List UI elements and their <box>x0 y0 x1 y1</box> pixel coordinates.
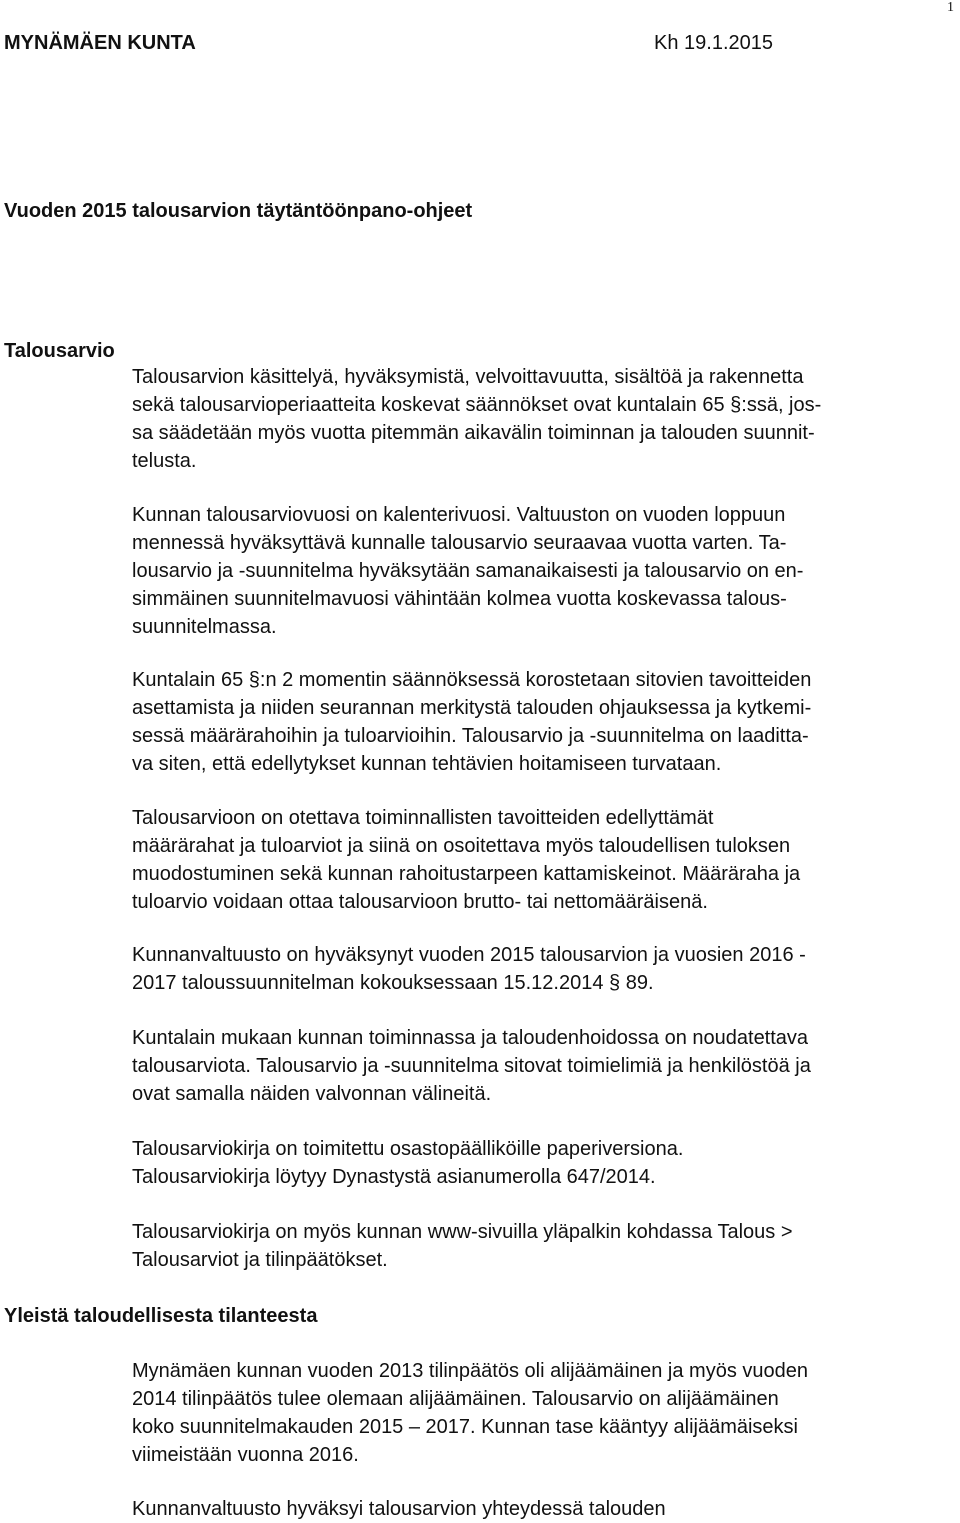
text-line: koko suunnitelmakauden 2015 – 2017. Kunnan tase kääntyy alijäämäiseksi <box>132 1416 798 1438</box>
paragraph <box>132 1357 808 1469</box>
text-line: 2014 tilinpäätös tulee olemaan alijäämäinen. Talousarvio on alijäämäinen <box>132 1388 779 1410</box>
paragraph <box>132 666 811 778</box>
text-line: Mynämäen kunnan vuoden 2013 tilinpäätös oli alijäämäinen ja myös vuoden <box>132 1360 808 1382</box>
text-line: telusta. <box>132 450 197 472</box>
text-line: Kunnanvaltuusto hyväksyi talousarvion yhteydessä talouden <box>132 1498 666 1520</box>
text-line: Talousarvioon on otettava toiminnallisten tavoitteiden edellyttämät <box>132 807 714 829</box>
text-line: va siten, että edellytykset kunnan tehtävien hoitamiseen turvataan. <box>132 753 722 775</box>
text-line: suunnitelmassa. <box>132 616 277 638</box>
text-line: asettamista ja niiden seurannan merkitystä talouden ohjauksessa ja kytkemi- <box>132 697 812 719</box>
paragraph <box>132 1024 811 1108</box>
paragraph <box>132 941 806 997</box>
text-line: sessä määrärahoihin ja tuloarvioihin. Talousarvio ja -suunnitelma on laaditta- <box>132 725 809 747</box>
text-line: ovat samalla näiden valvonnan välineitä. <box>132 1083 492 1105</box>
paragraph <box>132 501 803 641</box>
text-line: tuloarvio voidaan ottaa talousarvioon brutto- tai nettomääräisenä. <box>132 891 708 913</box>
text-line: määrärahat ja tuloarviot ja siinä on osoitettava myös taloudellisen tuloksen <box>132 835 791 857</box>
section-heading-talousarvio: Talousarvio <box>4 340 115 362</box>
text-line: Talousarviokirja löytyy Dynastystä asianumerolla 647/2014. <box>132 1166 656 1188</box>
text-line: Kunnanvaltuusto on hyväksynyt vuoden 2015 talousarvion ja vuosien 2016 - <box>132 944 806 966</box>
paragraph <box>132 363 821 475</box>
paragraph <box>132 804 800 916</box>
text-line: Talousarviokirja on toimitettu osastopäälliköille paperiversiona. <box>132 1138 684 1160</box>
paragraph <box>132 1218 793 1274</box>
text-line: 2017 taloussuunnitelman kokouksessaan 15.12.2014 § 89. <box>132 972 654 994</box>
text-line: sa säädetään myös vuotta pitemmän aikavälin toiminnan ja talouden suunnit- <box>132 422 815 444</box>
text-line: Talousarvion käsittelyä, hyväksymistä, velvoittavuutta, sisältöä ja rakennetta <box>132 366 804 388</box>
text-line: mennessä hyväksyttävä kunnalle talousarvio seuraavaa vuotta varten. Ta- <box>132 532 787 554</box>
text-line: sekä talousarvioperiaatteita koskevat säännökset ovat kuntalain 65 §:ssä, jos- <box>132 394 822 416</box>
text-line: Kunnan talousarviovuosi on kalenterivuosi. Valtuuston on vuoden loppuun <box>132 504 786 526</box>
text-line: Kuntalain 65 §:n 2 momentin säännöksessä korostetaan sitovien tavoitteiden <box>132 669 812 691</box>
header-organization: MYNÄMÄEN KUNTA <box>4 32 196 54</box>
text-line: talousarviota. Talousarvio ja -suunnitelma sitovat toimielimiä ja henkilöstöä ja <box>132 1055 811 1077</box>
paragraph <box>132 1135 683 1191</box>
text-line: Kuntalain mukaan kunnan toiminnassa ja taloudenhoidossa on noudatettava <box>132 1027 809 1049</box>
text-line: simmäinen suunnitelmavuosi vähintään kolmea vuotta koskevassa talous- <box>132 588 787 610</box>
document-title: Vuoden 2015 talousarvion täytäntöönpano-ohjeet <box>4 200 473 222</box>
text-line: viimeistään vuonna 2016. <box>132 1444 359 1466</box>
header-meeting-date: Kh 19.1.2015 <box>654 32 773 54</box>
text-line: lousarvio ja -suunnitelma hyväksytään samanaikaisesti ja talousarvio on en- <box>132 560 804 582</box>
text-line: muodostuminen sekä kunnan rahoitustarpeen kattamiskeinot. Määräraha ja <box>132 863 801 885</box>
paragraph <box>132 1495 666 1523</box>
section-heading-yleista-taloudellisesta-tilanteesta: Yleistä taloudellisesta tilanteesta <box>4 1305 318 1327</box>
page-number: 1 <box>947 0 954 15</box>
text-line: Talousarviokirja on myös kunnan www-sivuilla yläpalkin kohdassa Talous > <box>132 1221 793 1243</box>
text-line: Talousarviot ja tilinpäätökset. <box>132 1249 388 1271</box>
